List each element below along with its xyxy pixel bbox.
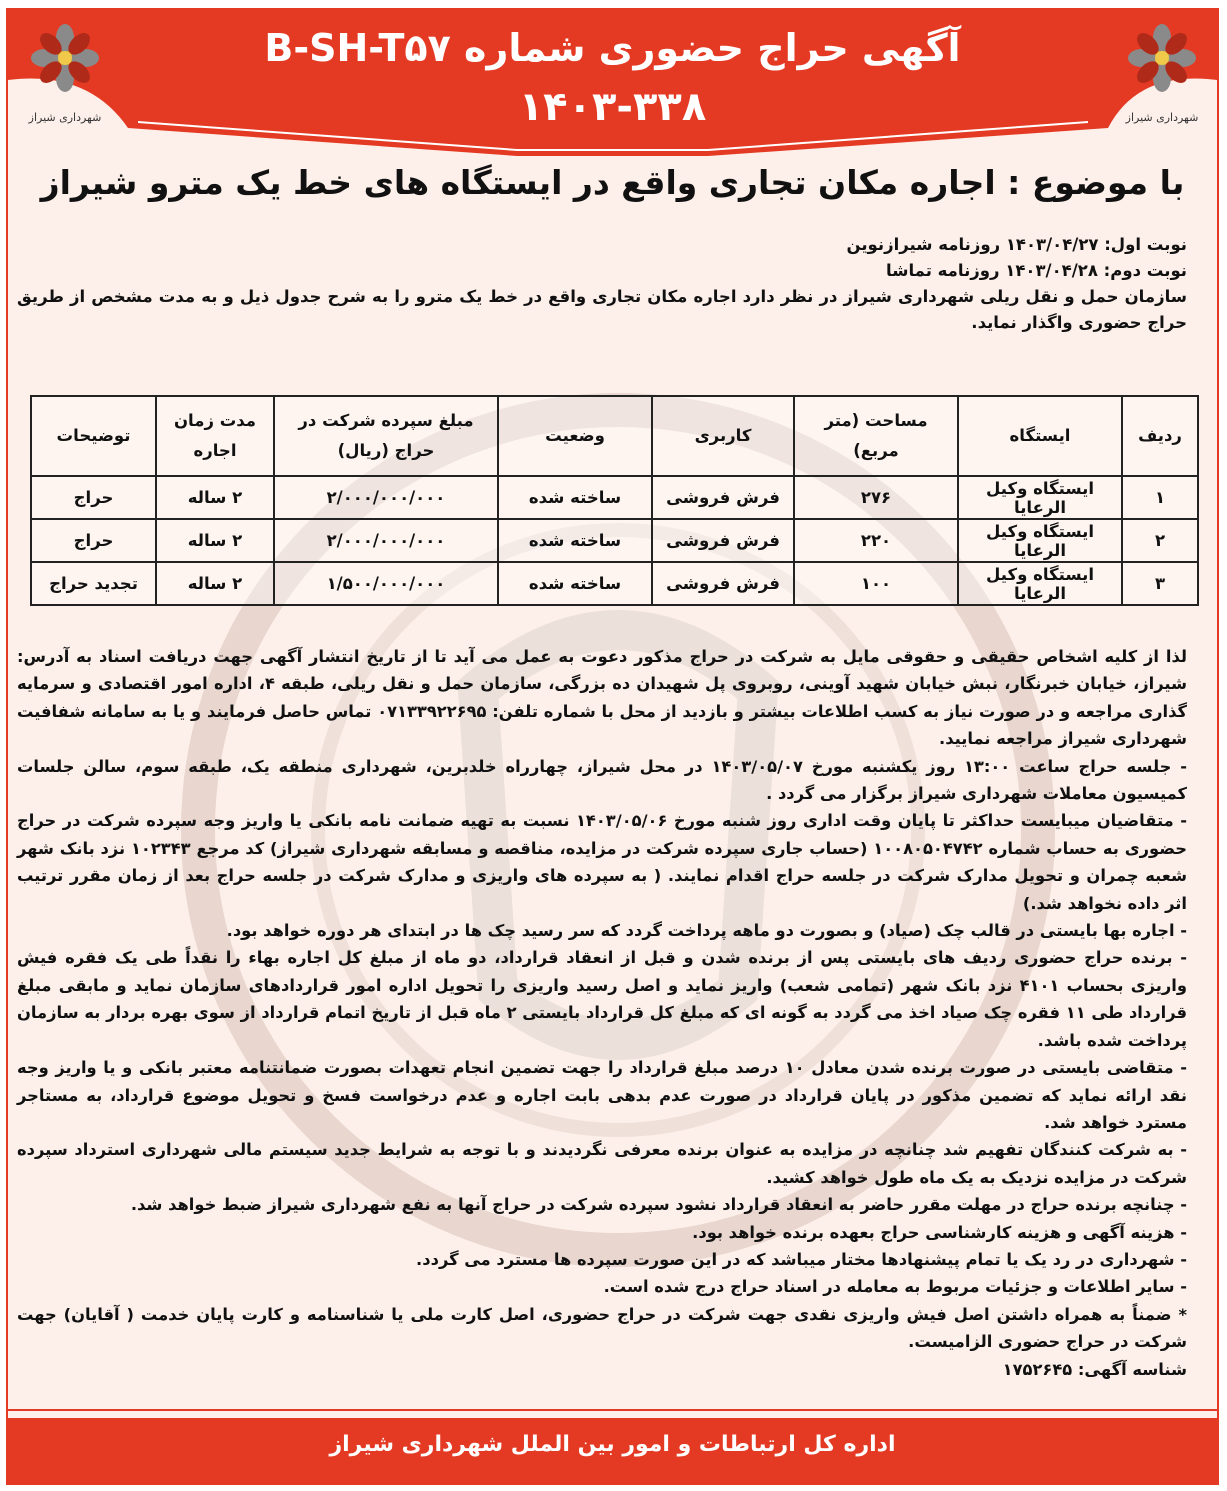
table-cell: ۳	[1122, 562, 1198, 605]
column-header: توضیحات	[31, 396, 156, 476]
table-cell: ایستگاه وکیل الرعایا	[958, 562, 1122, 605]
intro-section	[17, 232, 1187, 336]
table-cell: ۲ ساله	[156, 519, 274, 562]
table-cell: ۲۷۶	[794, 476, 958, 519]
table-row	[31, 562, 1198, 605]
table-row	[31, 519, 1198, 562]
header-band	[8, 10, 1217, 156]
table-cell: ۱	[1122, 476, 1198, 519]
table-cell: ۲	[1122, 519, 1198, 562]
column-header: مبلغ سپرده شرکت در حراج (ریال)	[274, 396, 498, 476]
column-header: وضعیت	[498, 396, 652, 476]
body-paragraph: - سایر اطلاعات و جزئیات مربوط به معامله در اسناد حراج درج شده است.	[603, 1277, 1187, 1297]
body-paragraph: - متقاضی بایستی در صورت برنده شدن معادل ۱۰ درصد مبلغ قرارداد را جهت تضمین انجام تعهدات بصورت ضمانتنامه معتبر بانکی و یا واریز وجه نقد ارائه نماید که تضمین مذکور در پایان قرارداد در صورت عدم بدهی بابت اجاره و عدم درخواست فسخ و تحویل موضوع قرارداد، به مستاجر مسترد خواهد شد.	[17, 1058, 1187, 1132]
table-cell: ۲ ساله	[156, 476, 274, 519]
table-cell: ایستگاه وکیل الرعایا	[958, 519, 1122, 562]
table-cell: تجدید حراج	[31, 562, 156, 605]
logo-caption: شهرداری شیراز	[28, 111, 102, 124]
body-paragraph: - جلسه حراج ساعت ۱۳:۰۰ روز یکشنبه مورخ ۱۴۰۳/۰۵/۰۷ در محل شیراز، چهارراه خلدبرین، شهرداری منطقه یک، طبقه سوم، سالن جلسات کمیسیون معاملات شهرداری شیراز برگزار می گردد .	[17, 756, 1187, 804]
body-paragraph: - برنده حراج حضوری ردیف های بایستی پس از برنده شدن و قبل از انعقاد قرارداد، دو ماه از مبلغ کل اجاره بهاء را نقداً طی یک فقره فیش واریزی بحساب ۴۱۰۱ نزد بانک شهر (تمامی شعب) واریز نماید و اصل رسید واریزی را تحویل اداره امور قراردادهای سازمان نماید و مابقی مبلغ قرارداد طی ۱۱ فقره چک صیاد اخذ می گردد به گونه ای که مبلغ کل قرارداد بایستی ۲ ماه قبل از تاریخ اتمام قرارداد از سوی بهره بردار به سازمان پرداخت شده باشد.	[17, 948, 1187, 1050]
table-cell: ۲/۰۰۰/۰۰۰/۰۰۰	[274, 476, 498, 519]
body-paragraph: - متقاضیان میبایست حداکثر تا پایان وقت اداری روز شنبه مورخ ۱۴۰۳/۰۵/۰۶ نسبت به تهیه ضمانت نامه بانکی یا واریز وجه سپرده شرکت در حراج حضوری به حساب شماره ۱۰۰۸۰۵۰۴۷۴۲ (حساب جاری سپرده شرکت در مزایده، مناقصه و مسابقه شهرداری شیراز) کد مرجع ۱۰۲۳۴۳ نزد بانک شهر شعبه چمران و تحویل مدارک شرکت در جلسه حراج اقدام نمایند. ( به سپرده های واریزی و مدارک شرکت در جلسه حراج بعد از زمان مقرر ترتیب اثر داده نخواهد شد.)	[17, 811, 1187, 913]
table-cell: ساخته شده	[498, 562, 652, 605]
body-paragraph: - چنانچه برنده حراج در مهلت مقرر حاضر به انعقاد قرارداد نشود سپرده شرکت در حراج آنها به نفع شهرداری شیراز ضبط خواهد شد.	[130, 1195, 1187, 1215]
notice-id: شناسه آگهی: ۱۷۵۲۶۴۵	[1002, 1359, 1187, 1379]
table-cell: ۲۲۰	[794, 519, 958, 562]
body-paragraph: - هزینه آگهی و هزینه کارشناسی حراج بعهده برنده خواهد بود.	[692, 1222, 1187, 1242]
column-header: مساحت (متر مربع)	[794, 396, 958, 476]
notice-frame	[6, 8, 1219, 1485]
table-cell: فرش فروشی	[652, 562, 794, 605]
column-header: ایستگاه	[958, 396, 1122, 476]
notice-number: ۱۴۰۳-۳۳۸	[518, 84, 707, 130]
table-cell: حراج	[31, 519, 156, 562]
table-cell: ساخته شده	[498, 476, 652, 519]
second-notice: نوبت دوم: ۱۴۰۳/۰۴/۲۸ روزنامه تماشا	[886, 261, 1187, 280]
column-header: ردیف	[1122, 396, 1198, 476]
table-cell: ۱/۵۰۰/۰۰۰/۰۰۰	[274, 562, 498, 605]
notice-subject: با موضوع : اجاره مکان تجاری واقع در ایستگاه های خط یک مترو شیراز	[40, 163, 1185, 202]
auction-table	[30, 395, 1199, 606]
table-row	[31, 476, 1198, 519]
table-header-row	[31, 396, 1198, 476]
footer-department: اداره کل ارتباطات و امور بین الملل شهرداری شیراز	[329, 1432, 896, 1457]
notice-title: آگهی حراج حضوری شماره B-SH-T۵۷	[264, 26, 961, 70]
body-paragraph: لذا از کلیه اشخاص حقیقی و حقوقی مایل به شرکت در حراج مذکور دعوت به عمل می آید تا از تاریخ انتشار آگهی جهت دریافت اسناد به آدرس: شیراز، خیابان خبرنگار، نبش خیابان شهید آوینی، روبروی پل شهیدان ده بزرگی، سازمان حمل و نقل ریلی، طبقه ۴، اداره امور اقتصادی و سرمایه گذاری مراجعه و در صورت نیاز به کسب اطلاعات بیشتر و بازدید از محل با شماره تلفن: ۰۷۱۳۳۹۲۲۶۹۵ تماس حاصل فرمایند و یا به سامانه شفافیت شهرداری شیراز مراجعه نمایید.	[17, 647, 1187, 749]
table-cell: ۱۰۰	[794, 562, 958, 605]
column-header: کاربری	[652, 396, 794, 476]
table-cell: ۲ ساله	[156, 562, 274, 605]
column-header: مدت زمان اجاره	[156, 396, 274, 476]
logo-caption: شهرداری شیراز	[1125, 111, 1199, 124]
intro-description: سازمان حمل و نقل ریلی شهرداری شیراز در نظر دارد اجاره مکان تجاری واقع در خط یک مترو را به شرح جدول ذیل و به مدت مشخص از طریق حراج حضوری واگذار نماید.	[17, 287, 1187, 332]
table-cell: حراج	[31, 476, 156, 519]
table-cell: ایستگاه وکیل الرعایا	[958, 476, 1122, 519]
body-paragraph: * ضمناً به همراه داشتن اصل فیش واریزی نقدی جهت شرکت در حراج حضوری، اصل کارت ملی یا شناسنامه و کارت پایان خدمت ( آقایان) جهت شرکت در حراج حضوری الزامیست.	[17, 1304, 1187, 1352]
body-paragraph: - اجاره بها بایستی در قالب چک (صیاد) و بصورت دو ماهه پرداخت گردد که سر رسید چک ها در ابتدای هر دوره خواهد بود.	[226, 921, 1187, 941]
table-cell: ۲/۰۰۰/۰۰۰/۰۰۰	[274, 519, 498, 562]
table-cell: ساخته شده	[498, 519, 652, 562]
table-cell: فرش فروشی	[652, 476, 794, 519]
body-paragraph: - به شرکت کنندگان تفهیم شد چنانچه در مزایده به عنوان برنده معرفی نگردیدند و با توجه به شرایط جدید سیستم مالی شهرداری استرداد سپرده شرکت در مزایده نزدیک به یک ماه طول خواهد کشید.	[17, 1140, 1187, 1187]
first-notice: نوبت اول: ۱۴۰۳/۰۴/۲۷ روزنامه شیرازنوین	[846, 235, 1187, 254]
notice-body	[17, 643, 1187, 1383]
footer-band	[8, 1400, 1217, 1483]
body-paragraph: - شهرداری در رد یک یا تمام پیشنهادها مختار میباشد که در این صورت سپرده ها مسترد می گردد.	[416, 1249, 1187, 1269]
table-cell: فرش فروشی	[652, 519, 794, 562]
